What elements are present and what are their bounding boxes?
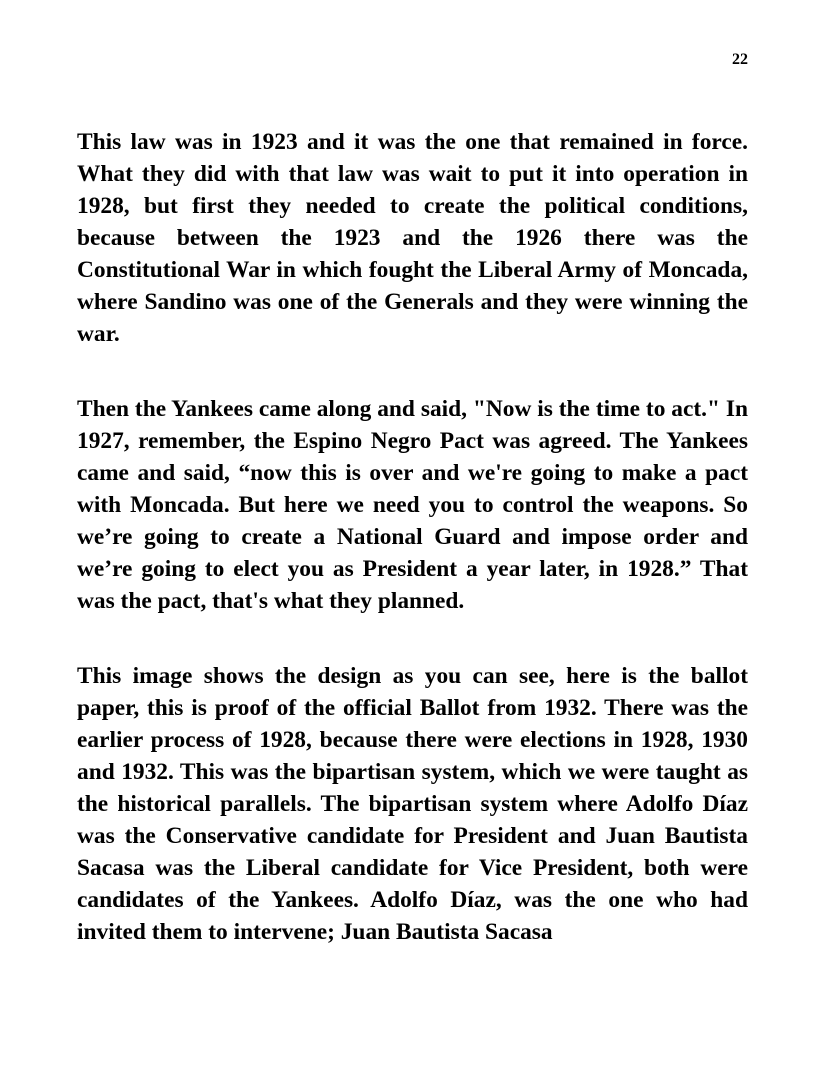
paragraph-3: This image shows the design as you can see, here is the ballot paper, this is proof of the official Ballot from 1932. There was the earlier process of 1928, because there were elections in 1928, 1930 and 1932. This was the bipartisan system, which we were taught as the historical parallels. The bipartisan system where Adolfo Díaz was the Conservative candidate for President and Juan Bautista Sacasa was the Liberal candidate for Vice President, both were candidates of the Yankees. Adolfo Díaz, was the one who had invited them to intervene; Juan Bautista Sacasa: [77, 663, 748, 945]
paragraph-2: Then the Yankees came along and said, "Now is the time to act." In 1927, remember, the Espino Negro Pact was agreed. The Yankees came and said, “now this is over and we're going to make a pact with Moncada. But here we need you to control the weapons. So we’re going to create a National Guard and impose order and we’re going to elect you as President a year later, in 1928.” That was the pact, that's what they planned.: [77, 396, 748, 614]
document-body: [77, 126, 748, 948]
paragraph-1: This law was in 1923 and it was the one that remained in force. What they did with that law was wait to put it into operation in 1928, but first they needed to create the political conditions, because between the 1923 and the 1926 there was the Constitutional War in which fought the Liberal Army of Moncada, where Sandino was one of the Generals and they were winning the war.: [77, 129, 748, 347]
page-number: 22: [732, 51, 748, 68]
